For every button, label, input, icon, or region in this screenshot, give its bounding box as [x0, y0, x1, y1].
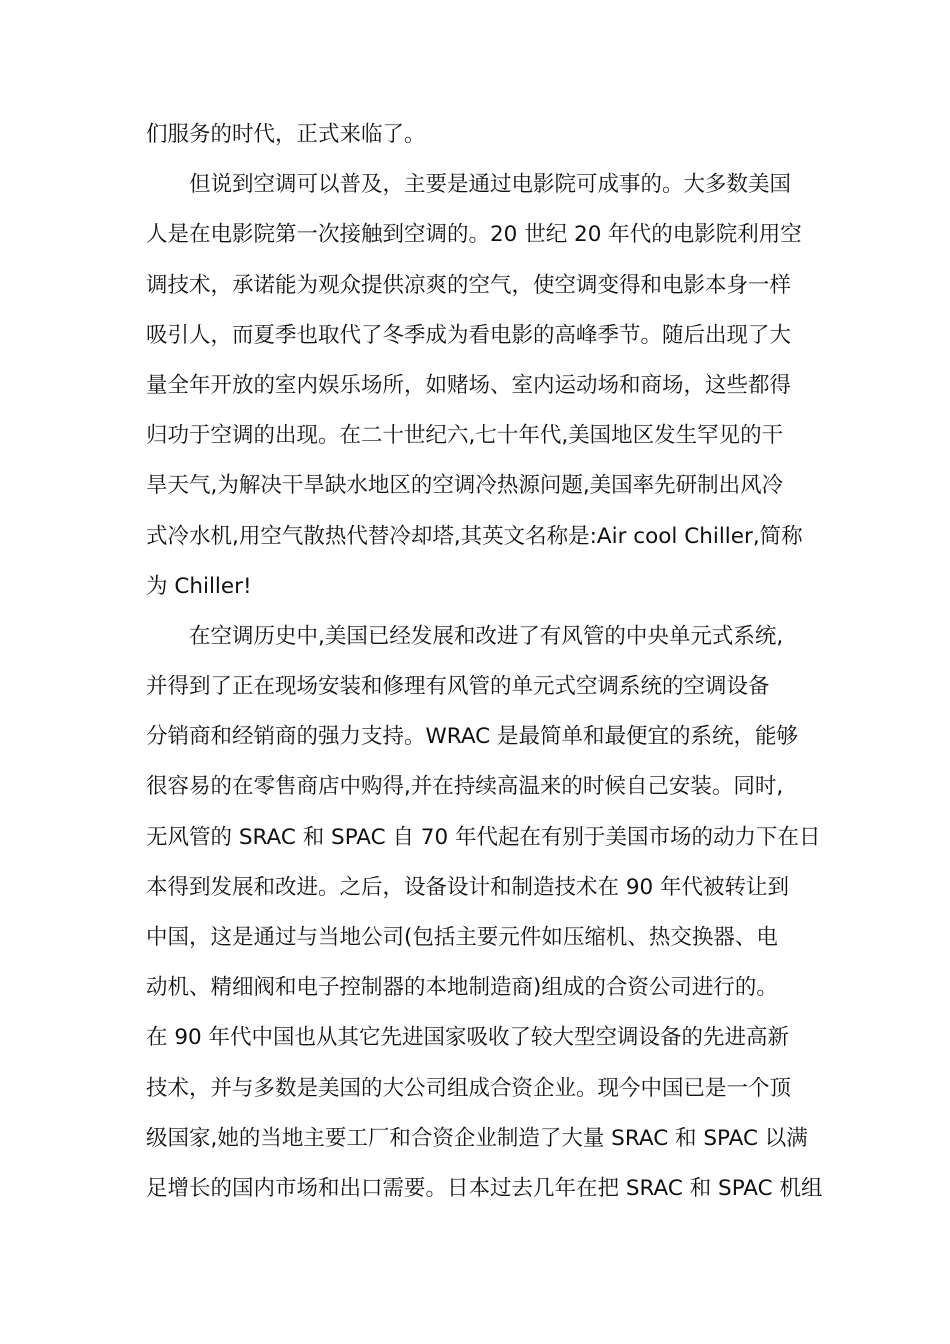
text-line: 足增长的国内市场和出口需要。日本过去几年在把 SRAC 和 SPAC 机组 [146, 1175, 823, 1201]
text-line: 中国，这是通过与当地公司(包括主要元件如压缩机、热交换器、电 [146, 925, 778, 950]
text-line: 在 90 年代中国也从其它先进国家吸收了较大型空调设备的先进高新 [146, 1025, 790, 1051]
text-line: 级国家,她的当地主要工厂和合资企业制造了大量 SRAC 和 SPAC 以满 [146, 1125, 808, 1151]
text-line: 技术，并与多数是美国的大公司组成合资企业。现今中国已是一个顶 [146, 1075, 792, 1101]
text-line: 为 Chiller! [146, 573, 252, 599]
text-line: 调技术，承诺能为观众提供凉爽的空气，使空调变得和电影本身一样 [146, 272, 792, 298]
paragraph-first-line: 但说到空调可以普及，主要是通过电影院可成事的。大多数美国 [189, 172, 792, 198]
text-line: 动机、精细阀和电子控制器的本地制造商)组成的合资公司进行的。 [146, 975, 778, 1001]
text-line: 吸引人，而夏季也取代了冬季成为看电影的高峰季节。随后出现了大 [146, 322, 792, 348]
text-line: 旱天气,为解决干旱缺水地区的空调冷热源问题,美国率先研制出风冷 [146, 473, 784, 499]
paragraph-first-line: 在空调历史中,美国已经发展和改进了有风管的中央单元式系统, [189, 623, 784, 649]
body-text [146, 110, 823, 1214]
text-line: 本得到发展和改进。之后，设备设计和制造技术在 90 年代被转让到 [146, 874, 790, 900]
text-line: 并得到了正在现场安装和修理有风管的单元式空调系统的空调设备 [146, 674, 770, 700]
text-line: 分销商和经销商的强力支持。WRAC 是最简单和最便宜的系统，能够 [146, 724, 799, 750]
text-line: 人是在电影院第一次接触到空调的。20 世纪 20 年代的电影院利用空 [146, 222, 802, 248]
text-line: 们服务的时代，正式来临了。 [146, 122, 426, 147]
text-line: 量全年开放的室内娱乐场所，如赌场、室内运动场和商场，这些都得 [146, 372, 792, 398]
text-line: 归功于空调的出现。在二十世纪六,七十年代,美国地区发生罕见的干 [146, 423, 784, 449]
text-line: 很容易的在零售商店中购得,并在持续高温来的时候自己安装。同时, [146, 774, 784, 800]
text-line: 式冷水机,用空气散热代替冷却塔,其英文名称是:Air cool Chiller,简称 [146, 523, 803, 549]
text-line: 无风管的 SRAC 和 SPAC 自 70 年代起在有别于美国市场的动力下在日 [146, 824, 821, 850]
